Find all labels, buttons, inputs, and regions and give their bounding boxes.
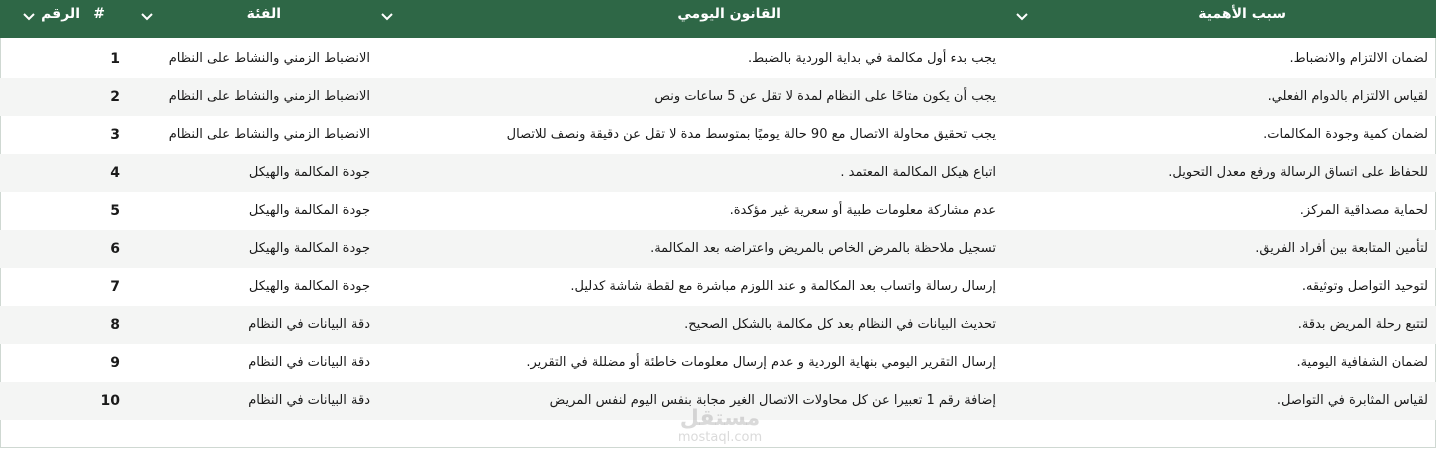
cell-reason: للحفاظ على اتساق الرسالة ورفع معدل التحويل. <box>1168 165 1428 180</box>
table-row[interactable] <box>0 344 1436 382</box>
header-hash-label: # <box>93 6 105 22</box>
cell-category: جودة المكالمة والهيكل <box>248 203 370 218</box>
header-category-label: الفئة <box>246 6 281 22</box>
cell-law: تحديث البيانات في النظام بعد كل مكالمة بالشكل الصحيح. <box>684 317 996 332</box>
cell-reason: لتأمين المتابعة بين أفراد الفريق. <box>1255 241 1428 256</box>
cell-category: دقة البيانات في النظام <box>248 393 370 408</box>
cell-number: 8 <box>110 317 120 333</box>
header-number-label: الرقم <box>41 6 80 22</box>
cell-reason: لقياس الالتزام بالدوام الفعلي. <box>1267 89 1428 104</box>
cell-number: 2 <box>110 89 120 105</box>
watermark-logo: مستقل <box>679 406 761 431</box>
cell-reason: لتتبع رحلة المريض بدقة. <box>1297 317 1428 332</box>
table-row[interactable] <box>0 116 1436 154</box>
header-reason-label: سبب الأهمية <box>1198 6 1286 22</box>
cell-number: 9 <box>110 355 120 371</box>
cell-number: 3 <box>110 127 120 143</box>
cell-reason: لضمان الالتزام والانضباط. <box>1289 51 1428 66</box>
cell-number: 7 <box>110 279 120 295</box>
table-row[interactable] <box>0 268 1436 306</box>
chevron-down-icon[interactable] <box>20 8 38 26</box>
cell-law: إرسال التقرير اليومي بنهاية الوردية و عدم إرسال معلومات خاطئة أو مضللة في التقرير. <box>526 355 996 370</box>
cell-number: 10 <box>100 393 120 409</box>
table-row[interactable] <box>0 306 1436 344</box>
cell-reason: لضمان كمية وجودة المكالمات. <box>1263 127 1428 142</box>
cell-reason: لقياس المثابرة في التواصل. <box>1276 393 1428 408</box>
table-row[interactable] <box>0 40 1436 78</box>
cell-reason: لتوحيد التواصل وتوثيقه. <box>1301 279 1428 294</box>
cell-law: يجب أن يكون متاحًا على النظام لمدة لا تقل عن 5 ساعات ونص <box>654 89 996 104</box>
table-row[interactable] <box>0 192 1436 230</box>
cell-number: 4 <box>110 165 120 181</box>
header-law[interactable] <box>386 0 1006 38</box>
table-row[interactable] <box>0 230 1436 268</box>
cell-category: جودة المكالمة والهيكل <box>248 241 370 256</box>
cell-law: إرسال رسالة واتساب بعد المكالمة و عند اللوزم مباشرة مع لقطة شاشة كدليل. <box>570 279 996 294</box>
cell-number: 5 <box>110 203 120 219</box>
table-row[interactable] <box>0 78 1436 116</box>
cell-category: دقة البيانات في النظام <box>248 355 370 370</box>
watermark <box>655 408 785 448</box>
cell-law: يجب بدء أول مكالمة في بداية الوردية بالضبط. <box>748 51 996 66</box>
header-category[interactable] <box>121 0 406 38</box>
header-number[interactable] <box>0 0 150 38</box>
cell-category: جودة المكالمة والهيكل <box>248 279 370 294</box>
cell-category: جودة المكالمة والهيكل <box>248 165 370 180</box>
cell-law: إضافة رقم 1 تعبيرا عن كل محاولات الاتصال الغير مجابة بنفس اليوم لنفس المريض <box>549 393 996 408</box>
header-law-label: القانون اليومي <box>677 6 781 22</box>
cell-number: 6 <box>110 241 120 257</box>
cell-law: اتباع هيكل المكالمة المعتمد . <box>840 165 996 180</box>
chevron-down-icon[interactable] <box>1013 8 1031 26</box>
table-body <box>0 40 1436 420</box>
cell-category: الانضباط الزمني والنشاط على النظام <box>168 51 370 66</box>
cell-reason: لحماية مصداقية المركز. <box>1299 203 1428 218</box>
cell-category: دقة البيانات في النظام <box>248 317 370 332</box>
cell-law: تسجيل ملاحظة بالمرض الخاص بالمريض واعتراضه بعد المكالمة. <box>650 241 996 256</box>
watermark-text: mostaql.com <box>677 430 763 445</box>
cell-law: يجب تحقيق محاولة الاتصال مع 90 حالة يوميًا بمتوسط مدة لا تقل عن دقيقة ونصف للاتصال <box>506 127 996 142</box>
cell-number: 1 <box>110 51 120 67</box>
cell-law: عدم مشاركة معلومات طبية أو سعرية غير مؤكدة. <box>729 203 996 218</box>
table-header <box>0 0 1436 38</box>
header-reason[interactable] <box>1016 0 1436 38</box>
cell-category: الانضباط الزمني والنشاط على النظام <box>168 127 370 142</box>
cell-reason: لضمان الشفافية اليومية. <box>1296 355 1428 370</box>
table-row[interactable] <box>0 154 1436 192</box>
cell-category: الانضباط الزمني والنشاط على النظام <box>168 89 370 104</box>
